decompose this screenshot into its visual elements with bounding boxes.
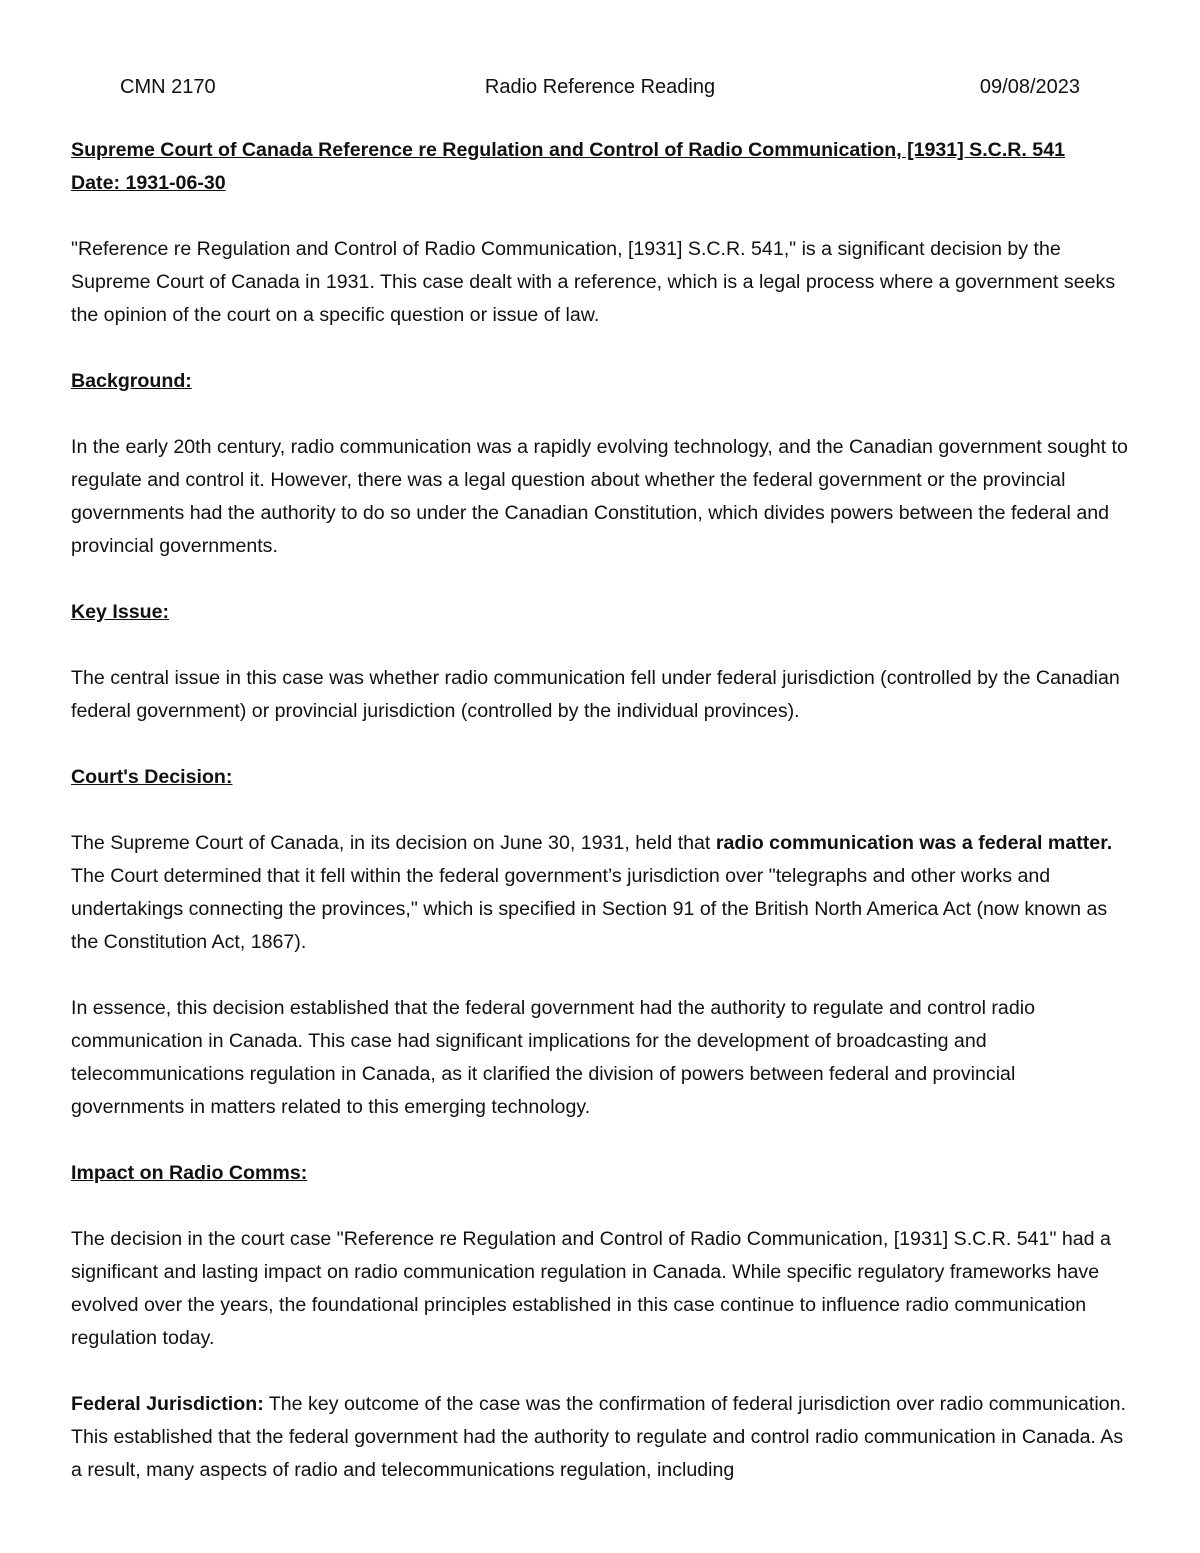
header-course: CMN 2170 xyxy=(120,76,216,98)
document-body xyxy=(71,134,1131,1520)
decision-text-before: The Supreme Court of Canada, in its decision on June 30, 1931, held that xyxy=(71,832,716,854)
federal-jurisdiction-text: The key outcome of the case was the confirmation of federal jurisdiction over radio communication. This established that the federal government had the authority to regulate and control radio communication in Canada. As a result, many aspects of radio and telecommunications regulation, including xyxy=(71,1393,1126,1481)
header-title: Radio Reference Reading xyxy=(484,76,716,98)
key-issue-heading: Key Issue: xyxy=(71,601,170,623)
key-issue-paragraph: The central issue in this case was whether radio communication fell under federal jurisdiction (controlled by the Canadian federal government) or provincial jurisdiction (controlled by the individual provinces). xyxy=(71,667,1120,722)
background-heading: Background: xyxy=(71,370,192,392)
decision-text-bold: radio communication was a federal matter. xyxy=(715,832,1113,854)
document-date-line: Date: 1931-06-30 xyxy=(71,172,226,194)
decision-heading: Court's Decision: xyxy=(71,766,233,788)
essence-paragraph: In essence, this decision established that the federal government had the authority to regulate and control radio communication in Canada. This case had significant implications for the development of broadcasting and telecommunications regulation in Canada, as it clarified the division of powers between federal and provincial governments in matters related to this emerging technology. xyxy=(71,997,1035,1118)
document-title xyxy=(71,134,1131,200)
document-title-line: Supreme Court of Canada Reference re Regulation and Control of Radio Communication, [1931] S.C.R. 541 xyxy=(71,139,1066,161)
federal-jurisdiction-label: Federal Jurisdiction: xyxy=(71,1393,264,1415)
impact-heading: Impact on Radio Comms: xyxy=(71,1162,308,1184)
header-date: 09/08/2023 xyxy=(979,76,1080,98)
federal-jurisdiction-paragraph xyxy=(71,1388,1131,1487)
intro-paragraph: "Reference re Regulation and Control of Radio Communication, [1931] S.C.R. 541," is a significant decision by the Supreme Court of Canada in 1931. This case dealt with a reference, which is a legal process where a government seeks the opinion of the court on a specific question or issue of law. xyxy=(71,238,1116,326)
page-header xyxy=(120,72,1080,102)
impact-paragraph: The decision in the court case "Reference re Regulation and Control of Radio Communication, [1931] S.C.R. 541" had a significant and lasting impact on radio communication regulation in Canada. While specific regulatory frameworks have evolved over the years, the foundational principles established in this case continue to influence radio communication regulation today. xyxy=(71,1228,1111,1349)
decision-text-after: The Court determined that it fell within the federal government’s jurisdiction over "telegraphs and other works and undertakings connecting the provinces," which is specified in Section 91 of the British North America Act (now known as the Constitution Act, 1867). xyxy=(71,865,1108,953)
decision-paragraph xyxy=(71,827,1131,959)
background-paragraph: In the early 20th century, radio communication was a rapidly evolving technology, and the Canadian government sought to regulate and control it. However, there was a legal question about whether the federal government or the provincial governments had the authority to do so under the Canadian Constitution, which divides powers between the federal and provincial governments. xyxy=(71,436,1128,557)
